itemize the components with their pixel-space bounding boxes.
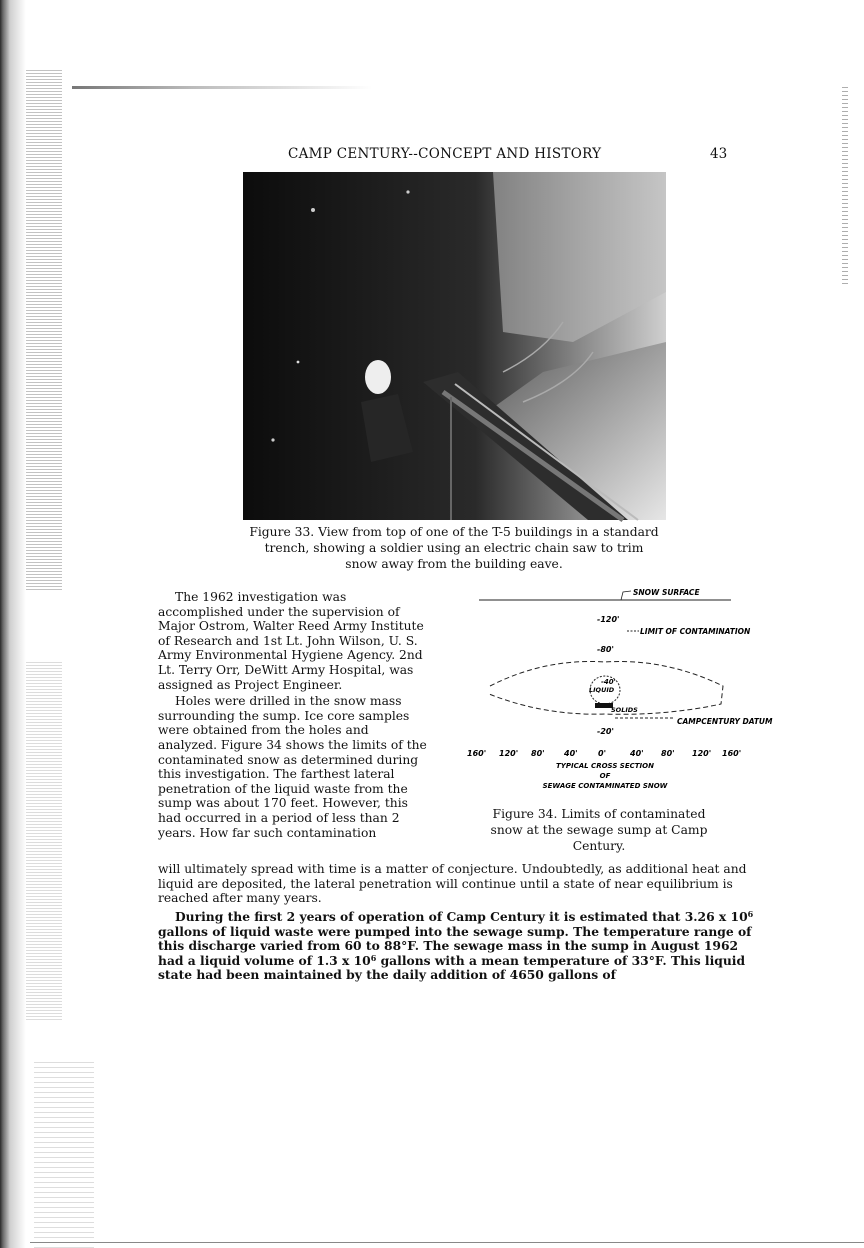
- scan-artifact: [30, 1242, 864, 1243]
- scan-edge: [0, 0, 26, 1248]
- scan-artifact: [26, 70, 62, 590]
- paragraph-3-text: During the first 2 years of operation of Camp Century it is estimated that 3.26 x 10: [175, 909, 748, 924]
- paragraph-1: The 1962 investigation was accomplished under the supervision of Major Ostrom, Walter Reed Army Institute of Research and 1st Lt. John Wilson, U. S. Army Environmental Hygiene Agency. 2nd Lt. Terry Orr, DeWitt Army Hospital, was assigned as Project Engineer.: [158, 590, 424, 692]
- left-column-text: [158, 590, 430, 840]
- scan-artifact: [26, 660, 62, 1020]
- figure-33-photo: [243, 172, 666, 520]
- depth-label-120: -120': [597, 615, 620, 624]
- scale-label: 120': [692, 749, 712, 758]
- page-number: 43: [710, 146, 728, 162]
- figure-34-title: OF: [599, 772, 611, 780]
- exponent: 6: [370, 952, 377, 963]
- exponent: 6: [747, 909, 754, 919]
- scan-artifact: [842, 84, 848, 284]
- scan-rule: [72, 86, 372, 89]
- liquid-label: LIQUID: [589, 686, 615, 694]
- scan-artifact: [34, 1060, 94, 1248]
- figure-34-diagram: [455, 586, 773, 826]
- depth-label-40: -40': [601, 678, 616, 686]
- figure-34-caption: Figure 34. Limits of contaminated snow at the sewage sump at Camp Century.: [490, 807, 708, 853]
- full-width-text: [158, 862, 758, 906]
- paragraph-2: Holes were drilled in the snow mass surrounding the sump. Ice core samples were obtained from the holes and analyzed. Figure 34 shows the limits of the contaminated snow as determined during this investigation. The farthest lateral penetration of the liquid waste from the sump was about 170 feet. However, this had occurred in a period of less than 2 years. How far such contamination: [158, 694, 427, 840]
- scale-label: 80': [661, 749, 675, 758]
- paragraph-3-text: gallons of liquid waste were pumped into the sewage sump. The temperature range of this discharge varied from 60 to 88°F. The sewage mass in the sump in August 1962 had a liquid volume of 1.3 x 10: [158, 923, 752, 968]
- scale-label: 120': [499, 749, 519, 758]
- paragraph-3: [158, 910, 758, 983]
- snow-surface-label: SNOW SURFACE: [633, 588, 700, 597]
- scale-label: 0': [598, 749, 607, 758]
- figure-34-title: TYPICAL CROSS SECTION: [556, 762, 654, 770]
- depth-label-80: -80': [597, 645, 614, 654]
- figure-33-caption: Figure 33. View from top of one of the T-5 buildings in a standard trench, showing a soldier using an electric chain saw to trim snow away from the building eave.: [249, 525, 659, 571]
- solids-label: SOLIDS: [611, 706, 638, 714]
- running-title: CAMP CENTURY--CONCEPT AND HISTORY: [288, 146, 602, 162]
- scale-labels: [467, 749, 741, 758]
- limit-label: LIMIT OF CONTAMINATION: [640, 627, 751, 636]
- scale-label: 40': [630, 749, 644, 758]
- figure-34-title: SEWAGE CONTAMINATED SNOW: [542, 782, 668, 790]
- scale-label: 160': [467, 749, 487, 758]
- scale-label: 40': [564, 749, 578, 758]
- depth-label-20: -20': [597, 727, 614, 736]
- scale-label: 80': [531, 749, 545, 758]
- paragraph-3-text: gallons with a mean temperature of 33°F. This liquid state had been maintained by the daily addition of 4650 gallons of: [158, 952, 746, 983]
- scale-label: 160': [722, 749, 742, 758]
- datum-label: CAMPCENTURY DATUM: [677, 717, 773, 726]
- paragraph-2-continued: will ultimately spread with time is a matter of conjecture. Undoubtedly, as additional heat and liquid are deposited, the lateral penetration will continue until a state of near equilibrium is reached after many years.: [158, 862, 747, 906]
